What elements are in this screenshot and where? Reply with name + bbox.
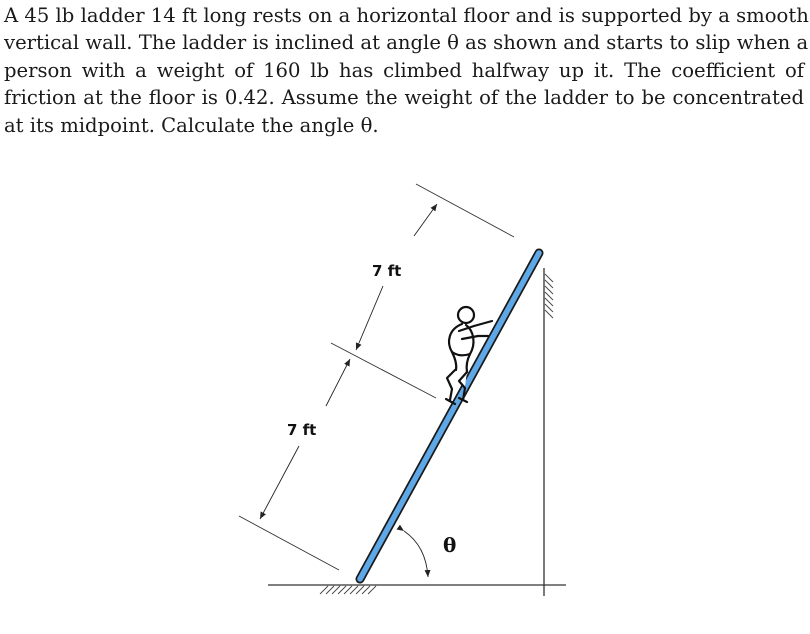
problem-line-4: friction at the floor is 0.42. Assume the weight of the ladder to be concentrated bbox=[4, 86, 804, 110]
upper-dimension-label: 7 ft bbox=[372, 262, 402, 280]
wall-hatch-icon bbox=[545, 274, 553, 318]
angle-label: θ bbox=[443, 533, 457, 557]
problem-line-5: at its midpoint. Calculate the angle θ. bbox=[4, 113, 379, 137]
floor bbox=[268, 585, 566, 594]
angle-arc bbox=[404, 531, 428, 577]
upper-dimension-arrow-top bbox=[414, 204, 437, 236]
lower-dimension-arrow-bottom bbox=[260, 446, 299, 519]
dimension-lines bbox=[260, 204, 437, 519]
lower-dimension-arrow-top bbox=[326, 359, 350, 406]
lower-dimension-label: 7 ft bbox=[287, 421, 317, 439]
wall bbox=[544, 268, 553, 596]
problem-line-1: A 45 lb ladder 14 ft long rests on a horizontal floor and is supported by a smooth bbox=[4, 4, 809, 27]
ladder bbox=[360, 253, 539, 579]
problem-line-3: person with a weight of 160 lb has climbed halfway up it. The coefficient of bbox=[4, 58, 804, 82]
floor-hatch-icon bbox=[320, 586, 376, 594]
extension-line-bottom bbox=[239, 516, 339, 570]
extension-line-top bbox=[416, 184, 514, 237]
extension-line-middle bbox=[331, 343, 436, 398]
upper-dimension-arrow-bottom bbox=[356, 286, 383, 350]
problem-line-2: vertical wall. The ladder is inclined at angle θ as shown and starts to slip when a bbox=[4, 31, 809, 55]
